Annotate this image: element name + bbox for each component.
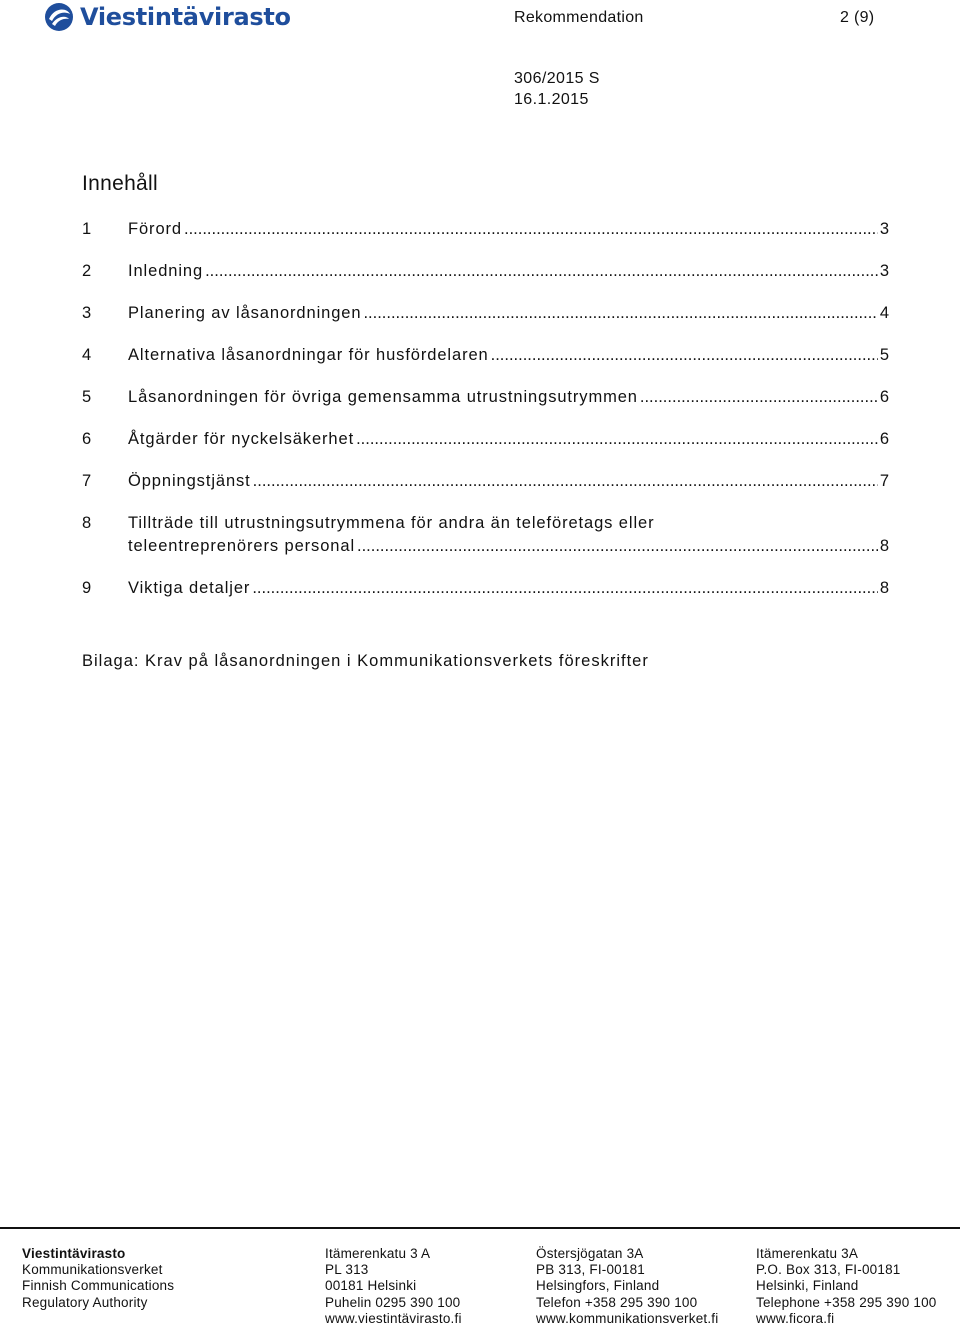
footer-website-link[interactable]: www.viestintävirasto.fi: [325, 1310, 462, 1326]
toc-number: 2: [82, 262, 93, 280]
footer-line: 00181 Helsinki: [325, 1278, 417, 1294]
footer-column-swedish: [536, 1246, 718, 1327]
toc-page-number: 6: [879, 388, 890, 406]
toc-title: Öppningstjänst: [128, 472, 251, 490]
toc-title: Alternativa låsanordningar för husfördelaren: [128, 346, 489, 364]
toc-title: Viktiga detaljer: [128, 579, 251, 597]
footer-website-link[interactable]: www.kommunikationsverket.fi: [536, 1310, 719, 1326]
footer-line: PB 313, FI-00181: [536, 1262, 646, 1278]
footer-line: Puhelin 0295 390 100: [325, 1294, 461, 1310]
toc-item-2[interactable]: [82, 260, 890, 283]
toc-page-number: 6: [879, 430, 890, 448]
toc-page-number: 7: [879, 472, 890, 490]
footer-line: Telephone +358 295 390 100: [756, 1294, 937, 1310]
toc-leader: [205, 260, 878, 283]
toc-leader: [184, 218, 878, 241]
toc-leader: [491, 344, 878, 367]
document-number: 306/2015 S: [514, 70, 600, 87]
brand-name: Viestintävirasto: [80, 3, 291, 31]
footer-line: Kommunikationsverket: [22, 1262, 163, 1278]
toc-item-6[interactable]: [82, 428, 890, 451]
toc-item-8[interactable]: [82, 512, 890, 558]
toc-number: 5: [82, 388, 93, 406]
footer-line: P.O. Box 313, FI-00181: [756, 1262, 901, 1278]
toc-number: 9: [82, 579, 93, 597]
toc-item-1[interactable]: [82, 218, 890, 241]
toc-heading: Innehåll: [82, 172, 158, 195]
toc-leader: [357, 535, 878, 558]
appendix-title: Bilaga: Krav på låsanordningen i Kommunikationsverkets föreskrifter: [82, 652, 649, 670]
footer-line: Regulatory Authority: [22, 1294, 148, 1310]
footer-line: Helsinki, Finland: [756, 1278, 859, 1294]
toc-title: Åtgärder för nyckelsäkerhet: [128, 430, 355, 448]
toc-item-9[interactable]: [82, 577, 890, 600]
footer-line: Itämerenkatu 3A: [756, 1246, 859, 1261]
toc-item-3[interactable]: [82, 302, 890, 325]
toc-page-number: 8: [879, 579, 890, 597]
toc-number: 1: [82, 220, 93, 238]
document-type: Rekommendation: [514, 9, 644, 26]
toc-number: 8: [82, 514, 93, 532]
document-date: 16.1.2015: [514, 91, 589, 108]
brand-logo: [44, 0, 291, 34]
toc-page-number: 5: [879, 346, 890, 364]
logo-swirl-icon: [44, 2, 74, 32]
toc-page-number: 4: [879, 304, 890, 322]
footer-column-agency: [22, 1246, 174, 1311]
page-indicator: 2 (9): [840, 9, 875, 26]
toc-leader: [640, 386, 878, 409]
toc-title: Planering av låsanordningen: [128, 304, 362, 322]
toc-number: 3: [82, 304, 93, 322]
footer-line: Itämerenkatu 3 A: [325, 1246, 431, 1261]
footer-line: PL 313: [325, 1262, 369, 1278]
toc-number: 6: [82, 430, 93, 448]
toc-item-4[interactable]: [82, 344, 890, 367]
toc-page-number: 3: [879, 220, 890, 238]
footer-website-link[interactable]: www.ficora.fi: [756, 1310, 835, 1326]
toc-item-7[interactable]: [82, 470, 890, 493]
footer-column-finnish: [325, 1246, 462, 1327]
toc-page-number: 8: [879, 537, 890, 555]
toc-leader: [356, 428, 878, 451]
toc-leader: [253, 470, 878, 493]
toc-leader: [363, 302, 877, 325]
footer-line: Helsingfors, Finland: [536, 1278, 660, 1294]
footer-column-english: [756, 1246, 937, 1327]
toc-title-line1: Tillträde till utrustningsutrymmena för andra än teleföretags eller: [128, 514, 655, 532]
footer-line: Telefon +358 295 390 100: [536, 1294, 698, 1310]
footer-line: Finnish Communications: [22, 1278, 175, 1294]
footer-line: Östersjögatan 3A: [536, 1246, 644, 1261]
toc-page-number: 3: [879, 262, 890, 280]
toc-title: Låsanordningen för övriga gemensamma utrustningsutrymmen: [128, 388, 638, 406]
toc-number: 7: [82, 472, 93, 490]
footer-agency-name: Viestintävirasto: [22, 1246, 126, 1261]
toc-title: Förord: [128, 220, 182, 238]
toc-leader: [252, 577, 878, 600]
footer-divider: [0, 1227, 960, 1229]
toc-title: teleentreprenörers personal: [128, 537, 356, 555]
toc-item-5[interactable]: [82, 386, 890, 409]
toc-number: 4: [82, 346, 93, 364]
toc-title: Inledning: [128, 262, 204, 280]
